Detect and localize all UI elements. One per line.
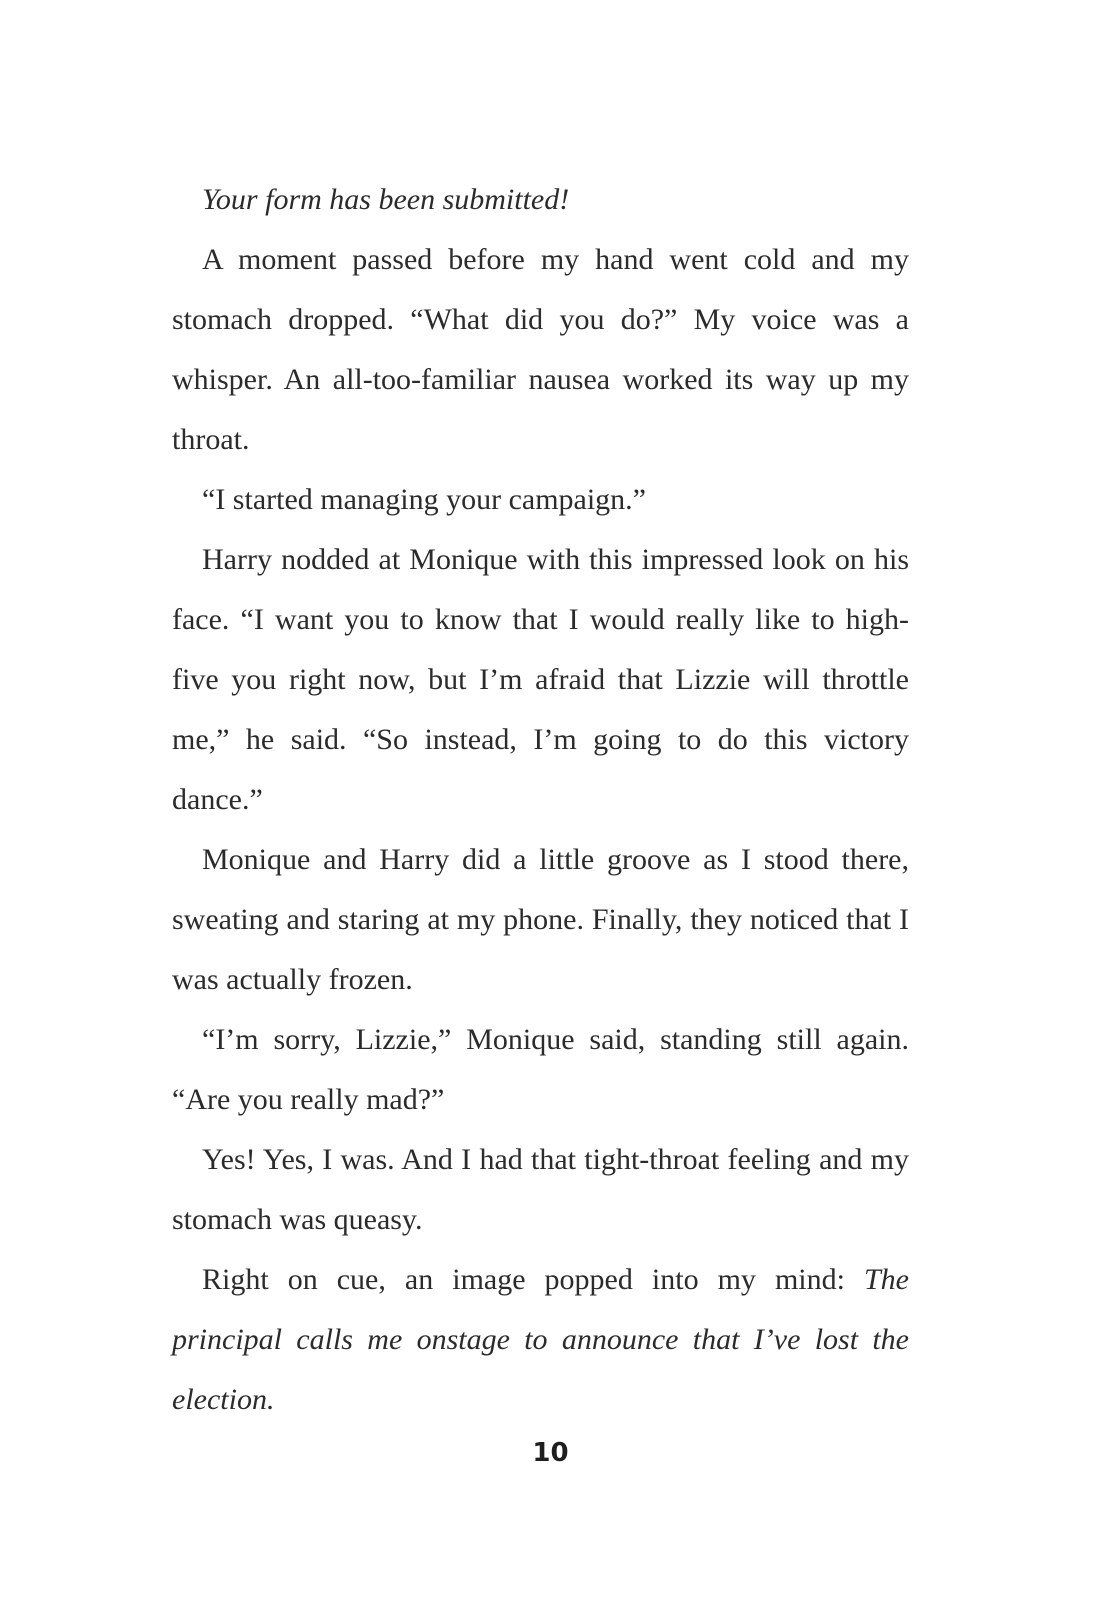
paragraph — [172, 1250, 909, 1430]
paragraph — [172, 830, 909, 1010]
paragraph-text: Monique and Harry did a little groove as I stood there, sweating and staring at my phone. Finally, they noticed that I was actually frozen. — [172, 843, 909, 996]
paragraph — [172, 1010, 909, 1130]
paragraph — [172, 230, 909, 470]
paragraph-text: “I’m sorry, Lizzie,” Monique said, standing still again. “Are you really mad?” — [172, 1023, 909, 1116]
body-text — [172, 170, 909, 1430]
paragraph-text: Harry nodded at Monique with this impressed look on his face. “I want you to know that I would really like to high-five you right now, but I’m afraid that Lizzie will throttle me,” he said. “So instead, I’m going to do this victory dance.” — [172, 543, 909, 816]
paragraph — [172, 530, 909, 830]
paragraph — [172, 170, 909, 230]
paragraph — [172, 470, 909, 530]
paragraph-text: Yes! Yes, I was. And I had that tight-throat feeling and my stomach was queasy. — [172, 1143, 909, 1236]
paragraph — [172, 1130, 909, 1250]
paragraph-text: A moment passed before my hand went cold and my stomach dropped. “What did you do?” My voice was a whisper. An all-too-familiar nausea worked its way up my throat. — [172, 243, 909, 456]
page-number: 10 — [532, 1438, 569, 1468]
italic-text: Your form has been submitted! — [202, 183, 570, 216]
paragraph-text: “I started managing your campaign.” — [202, 483, 646, 516]
paragraph-text: Right on cue, an image popped into my mind: — [202, 1263, 864, 1296]
italic-text: The principal calls me onstage to announce that I’ve lost the election. — [172, 1263, 909, 1416]
